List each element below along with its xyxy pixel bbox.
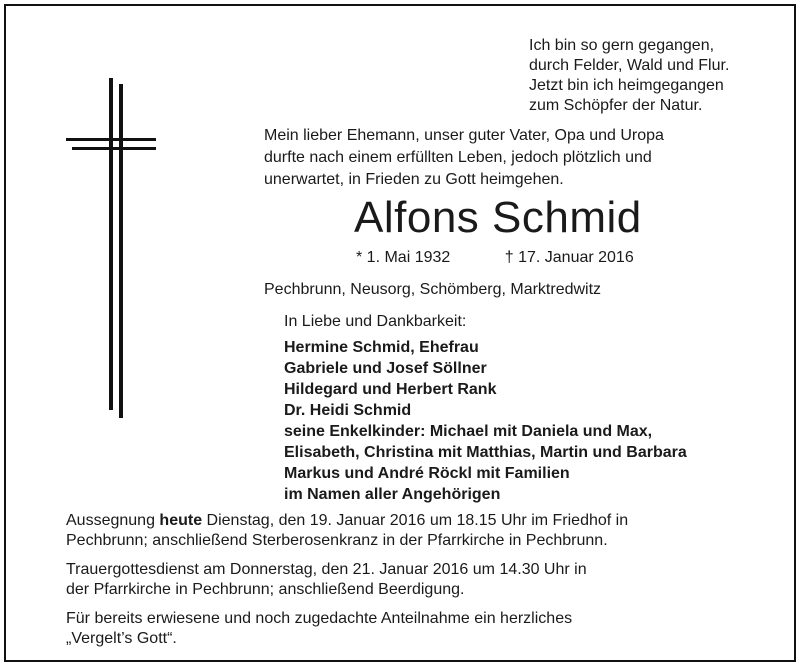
- poem-line: zum Schöpfer der Natur.: [529, 97, 703, 114]
- mourner-line: Hermine Schmid, Ehefrau: [284, 339, 479, 356]
- mourner-line: seine Enkelkinder: Michael mit Daniela und Max,: [284, 423, 653, 440]
- mourner-line: Gabriele und Josef Söllner: [284, 360, 487, 377]
- obituary-notice: [4, 4, 796, 662]
- poem-line: durch Felder, Wald und Flur.: [529, 57, 730, 74]
- thanks-line-1: Für bereits erwiesene und noch zugedachte Anteilnahme ein herzliches: [66, 610, 573, 627]
- funeral-details: [66, 502, 786, 658]
- latin-cross-icon: [66, 78, 156, 423]
- service-line-1: Trauergottesdienst am Donnerstag, den 21. Januar 2016 um 14.30 Uhr in: [66, 561, 587, 578]
- intro-text: [264, 125, 664, 191]
- thanks-line-2: „Vergelt’s Gott“.: [66, 630, 177, 647]
- death-date: † 17. Januar 2016: [504, 249, 634, 266]
- mourner-line: im Namen aller Angehörigen: [284, 486, 501, 503]
- mourner-line: Elisabeth, Christina mit Matthias, Martin und Barbara: [284, 444, 687, 461]
- mourners-list: [284, 337, 687, 505]
- birth-date: * 1. Mai 1932: [356, 249, 451, 266]
- intro-line: unerwartet, in Frieden zu Gott heimgehen.: [264, 171, 564, 188]
- places: Pechbrunn, Neusorg, Schömberg, Marktredwitz: [264, 281, 602, 298]
- blessing-today: heute: [159, 512, 203, 529]
- deceased-name: Alfons Schmid: [354, 193, 642, 242]
- blessing-line-2: Pechbrunn; anschließend Sterberosenkranz in der Pfarrkirche in Pechbrunn.: [66, 532, 608, 549]
- intro-line: durfte nach einem erfüllten Leben, jedoch plötzlich und: [264, 149, 652, 166]
- blessing-line-1: [66, 511, 786, 531]
- mourners-intro: In Liebe und Dankbarkeit:: [284, 313, 467, 330]
- poem: [529, 36, 729, 116]
- mourner-line: Markus und André Röckl mit Familien: [284, 465, 570, 482]
- mourner-line: Dr. Heidi Schmid: [284, 402, 412, 419]
- mourner-line: Hildegard und Herbert Rank: [284, 381, 497, 398]
- blessing-prefix: Aussegnung: [66, 512, 155, 529]
- service-line-2: der Pfarrkirche in Pechbrunn; anschließend Beerdigung.: [66, 581, 465, 598]
- poem-line: Jetzt bin ich heimgegangen: [529, 77, 724, 94]
- intro-line: Mein lieber Ehemann, unser guter Vater, Opa und Uropa: [264, 127, 664, 144]
- poem-line: Ich bin so gern gegangen,: [529, 37, 715, 54]
- blessing-line-1-rest: Dienstag, den 19. Januar 2016 um 18.15 Uhr im Friedhof in: [202, 512, 629, 529]
- life-dates: [356, 248, 634, 268]
